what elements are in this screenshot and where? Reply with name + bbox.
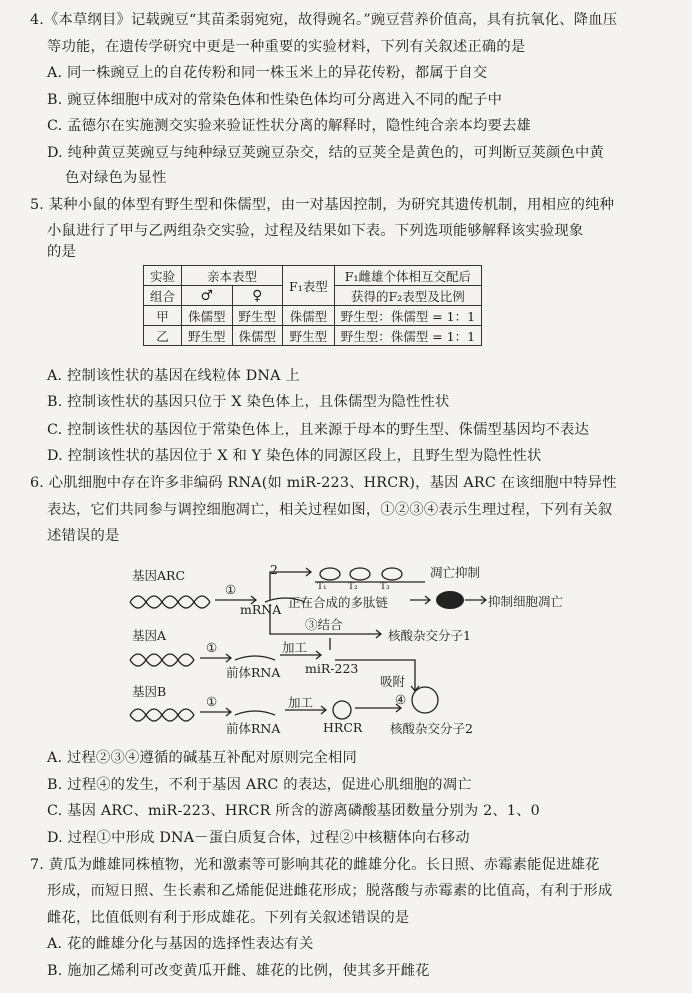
label-process-1c: ① (206, 694, 218, 709)
q4-option-b: B. 豌豆体细胞中成对的常染色体和性染色体均可分离进入不同的配子中 (47, 92, 503, 108)
table-header-male: ♂ (182, 286, 233, 306)
q6-option-a: A. 过程②③④遵循的碱基互补配对原则完全相同 (47, 750, 357, 766)
table-header-parent: 亲本表型 (182, 266, 283, 286)
label-pre-rna-1: 前体RNA (226, 665, 281, 680)
label-polypeptide: 正在合成的多肽链 (288, 595, 389, 610)
hrcr-circle (333, 701, 351, 719)
label-t3: T₃ (380, 582, 390, 592)
q7-stem-line3: 雌花，比值低则有利于形成雄花。下列有关叙述错误的是 (47, 910, 410, 926)
q4-stem-line1: 4.《本草纲目》记载豌豆“其苗柔弱宛宛，故得豌名。”豌豆营养价值高，具有抗氧化、降血压 (30, 12, 618, 28)
label-process-b: 加工 (288, 695, 314, 710)
q5-stem-line1: 5. 某种小鼠的体型有野生型和侏儒型，由一对基因控制，为研究其遗传机制，用相应的纯种 (30, 197, 615, 213)
ribosome-3 (382, 568, 402, 580)
label-gene-a: 基因A (132, 628, 167, 643)
label-mir-223: miR-223 (305, 661, 359, 676)
label-process-1: ① (225, 582, 237, 597)
label-adsorb: 吸附 (380, 674, 406, 689)
label-gene-arc: 基因ARC (132, 568, 186, 583)
table-header-group: 实验 (144, 266, 182, 286)
q6-stem-line2: 表达，它们共同参与调控细胞凋亡，相关过程如图，①②③④表示生理过程，下列有关叙 (47, 502, 613, 518)
ribosome-2 (350, 568, 370, 580)
label-process-a: 加工 (282, 640, 308, 655)
label-t2: T₂ (348, 582, 358, 592)
label-process-2: 2 (270, 562, 278, 577)
q5-option-a: A. 控制该性状的基因在线粒体 DNA 上 (47, 368, 300, 384)
label-hybrid1: 核酸杂交分子1 (388, 628, 471, 643)
q5-stem-line3: 的是 (47, 244, 76, 260)
q5-option-d: D. 控制该性状的基因位于 X 和 Y 染色体的同源区段上，且野生型为隐性性状 (47, 448, 542, 464)
label-process-1b: ① (206, 640, 218, 655)
q7-stem-line2: 形成，而短日照、生长素和乙烯能促进雌花形成；脱落酸与赤霉素的比值高，有利于形成 (47, 883, 613, 899)
label-hybrid2: 核酸杂交分子2 (390, 721, 473, 736)
table-header-group-2: 组合 (144, 286, 182, 306)
q5-stem-line2: 小鼠进行了甲与乙两组杂交实验，过程及结果如下表。下列选项能够解释该实验现象 (47, 223, 584, 239)
q5-results-table (143, 265, 482, 346)
q4-stem-line2: 等功能，在遗传学研究中更是一种重要的实验材料，下列有关叙述正确的是 (47, 39, 526, 55)
q6-option-d: D. 过程①中形成 DNA－蛋白质复合体，过程②中核糖体向右移动 (47, 830, 470, 846)
q6-option-c: C. 基因 ARC、miR-223、HRCR 所含的游离磷酸基团数量分别为 2、1、0 (47, 803, 540, 819)
q5-option-c: C. 控制该性状的基因位于常染色体上，且来源于母本的野生型、侏儒型基因均不表达 (47, 422, 590, 438)
table-row: 甲 侏儒型 野生型 侏儒型 野生型：侏儒型 = 1：1 (144, 306, 482, 326)
label-t1: T₁ (317, 582, 327, 592)
label-mrna: mRNA (240, 602, 282, 617)
label-pre-rna-2: 前体RNA (226, 721, 281, 736)
q5-option-b: B. 控制该性状的基因只位于 X 染色体上，且侏儒型为隐性性状 (47, 394, 450, 410)
label-apoptosis-inhibit: 凋亡抑制 (430, 565, 481, 580)
label-hrcr: HRCR (323, 720, 363, 735)
table-header-f2-2: 获得的F₂表型及比例 (334, 286, 481, 306)
table-header-f1: F₁表型 (283, 266, 335, 306)
q7-option-b: B. 施加乙烯利可改变黄瓜开雌、雄花的比例，使其多开雌花 (47, 963, 430, 979)
hybrid2-circle (412, 687, 438, 713)
q6-diagram (110, 560, 610, 740)
ribosome-1 (320, 568, 340, 580)
q4-option-c: C. 孟德尔在实施测交实验来验证性状分离的解释时，隐性纯合亲本均要去雄 (47, 118, 532, 134)
q6-option-b: B. 过程④的发生，不利于基因 ARC 的表达，促进心肌细胞的凋亡 (47, 777, 472, 793)
label-gene-b: 基因B (132, 684, 167, 699)
table-header-female: ♀ (232, 286, 283, 306)
q4-option-a: A. 同一株豌豆上的自花传粉和同一株玉米上的异花传粉，都属于自交 (47, 65, 488, 81)
table-row: 乙 野生型 侏儒型 野生型 野生型：侏儒型 = 1：1 (144, 326, 482, 346)
q6-stem-line1: 6. 心肌细胞中存在许多非编码 RNA(如 miR-223、HRCR)，基因 ARC 在该细胞中特异性 (30, 475, 617, 491)
q4-option-d-line1: D. 纯种黄豆荚豌豆与纯种绿豆荚豌豆杂交，结的豆荚全是黄色的，可判断豆荚颜色中黄 (47, 145, 605, 161)
protein-blob (436, 591, 464, 609)
q7-option-a: A. 花的雌雄分化与基因的选择性表达有关 (47, 936, 314, 952)
label-inhibit-apoptosis: 抑制细胞凋亡 (488, 594, 564, 609)
q6-diagram-lines (110, 560, 610, 740)
q4-option-d-line2: 色对绿色为显性 (65, 170, 167, 186)
q6-stem-line3: 述错误的是 (47, 528, 120, 544)
label-process-4: ④ (395, 692, 407, 707)
label-binding: ③结合 (305, 617, 343, 632)
table-header-f2: F₁雌雄个体相互交配后 (334, 266, 481, 286)
q7-stem-line1: 7. 黄瓜为雌雄同株植物，光和激素等可影响其花的雌雄分化。长日照、赤霉素能促进雄花 (30, 857, 600, 873)
